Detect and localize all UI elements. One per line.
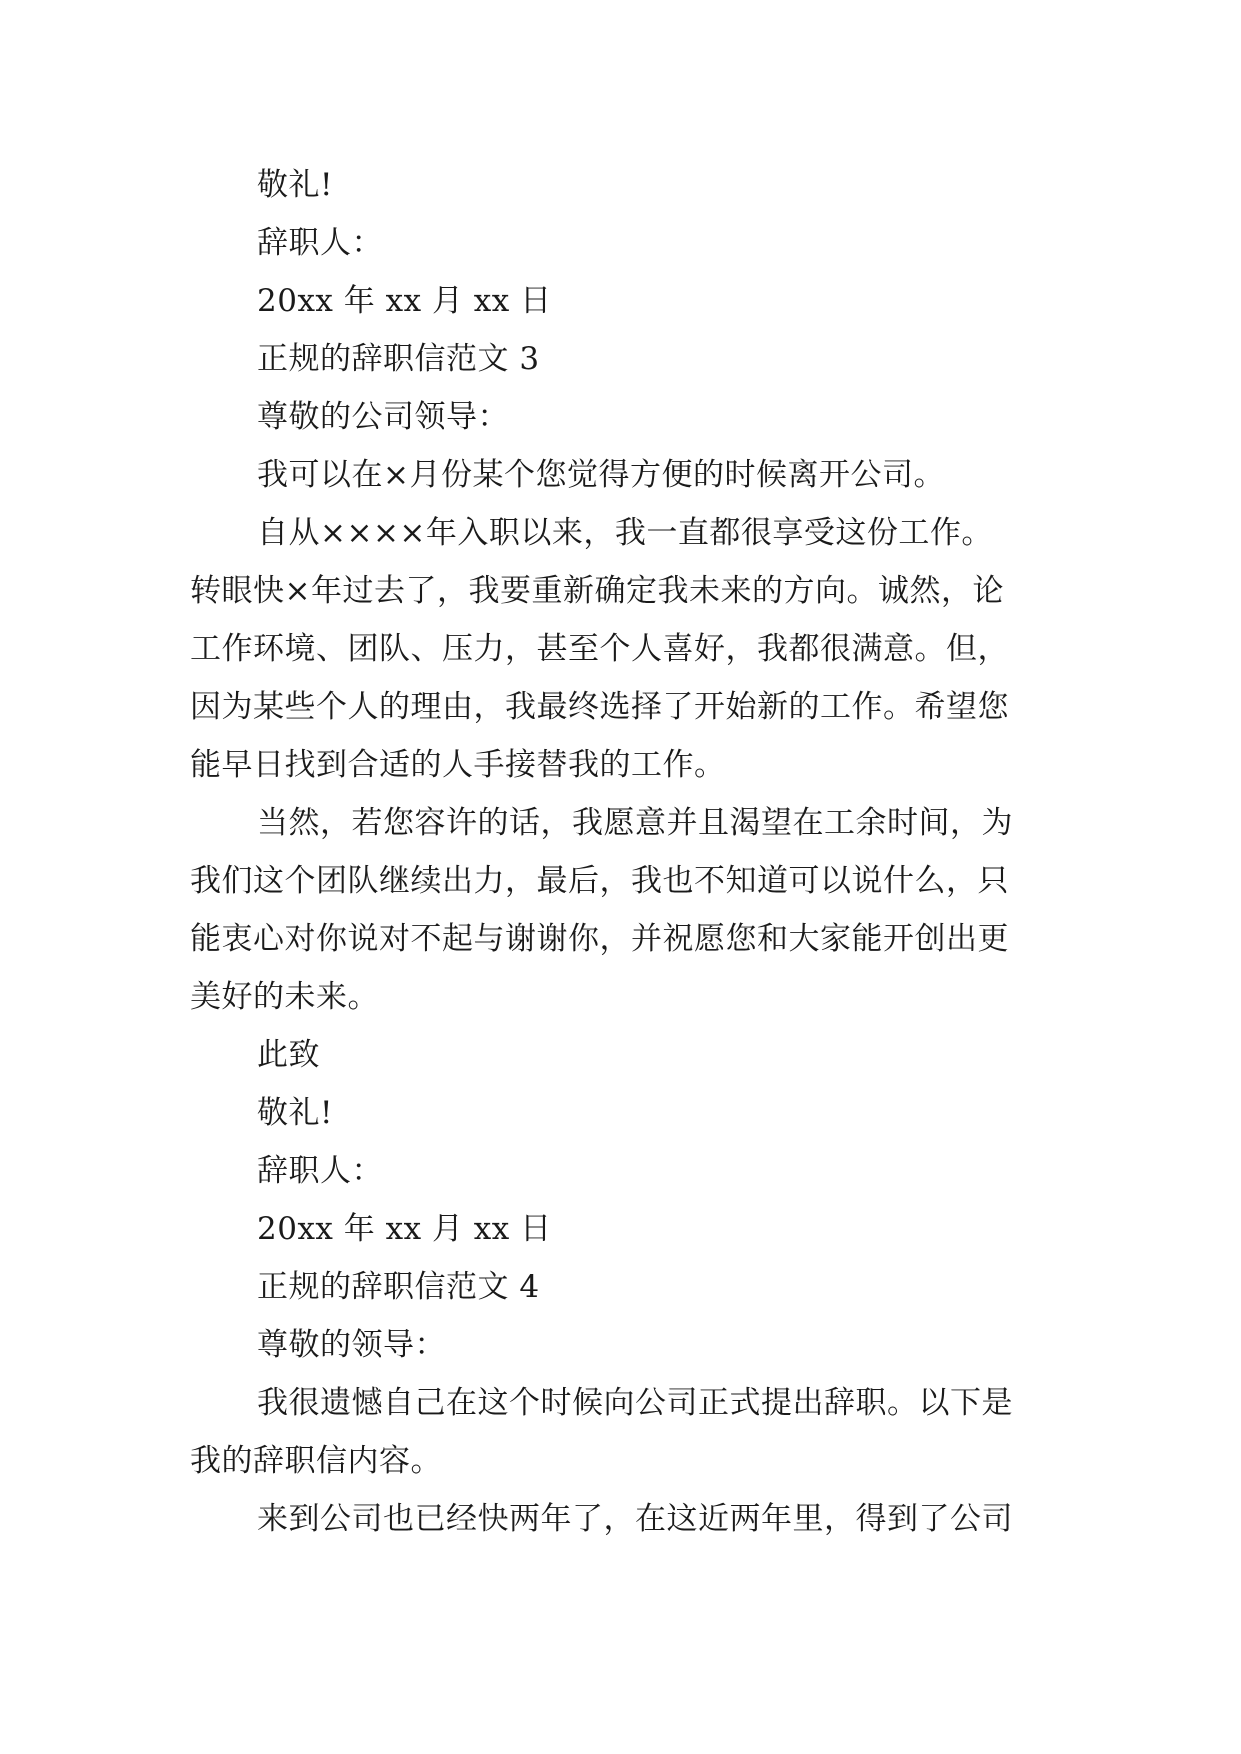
date-line: 20xx 年 xx 月 xx 日 [257,1211,552,1247]
paragraph-line: 因为某些个人的理由，我最终选择了开始新的工作。希望您 [190,689,1009,725]
section-heading: 正规的辞职信范文 3 [257,341,540,377]
paragraph-line: 能衷心对你说对不起与谢谢你，并祝愿您和大家能开创出更 [190,921,1009,957]
closing-salutation: 敬礼! [257,167,333,203]
paragraph-line: 我们这个团队继续出力，最后，我也不知道可以说什么，只 [190,863,1009,899]
signature-label: 辞职人： [257,1153,383,1189]
closing-salutation: 敬礼! [257,1095,333,1131]
paragraph-line: 能早日找到合适的人手接替我的工作。 [190,747,726,783]
paragraph-line: 我可以在×月份某个您觉得方便的时候离开公司。 [257,457,945,493]
paragraph-line: 当然，若您容许的话，我愿意并且渴望在工余时间，为 [257,805,1013,841]
paragraph-line: 工作环境、团队、压力，甚至个人喜好，我都很满意。但， [190,631,1009,667]
signature-label: 辞职人： [257,225,383,261]
paragraph-line: 来到公司也已经快两年了，在这近两年里，得到了公司 [257,1501,1013,1537]
letter-greeting: 尊敬的领导： [257,1327,446,1363]
paragraph-line: 我很遗憾自己在这个时候向公司正式提出辞职。以下是 [257,1385,1013,1421]
paragraph-line: 我的辞职信内容。 [190,1443,442,1479]
letter-greeting: 尊敬的公司领导： [257,399,509,435]
section-heading: 正规的辞职信范文 4 [257,1269,540,1305]
paragraph-line: 转眼快×年过去了，我要重新确定我未来的方向。诚然，论 [190,573,1004,609]
paragraph-line: 自从××××年入职以来，我一直都很享受这份工作。 [257,515,993,551]
closing-phrase: 此致 [257,1037,320,1073]
paragraph-line: 美好的未来。 [190,979,379,1015]
date-line: 20xx 年 xx 月 xx 日 [257,283,552,319]
